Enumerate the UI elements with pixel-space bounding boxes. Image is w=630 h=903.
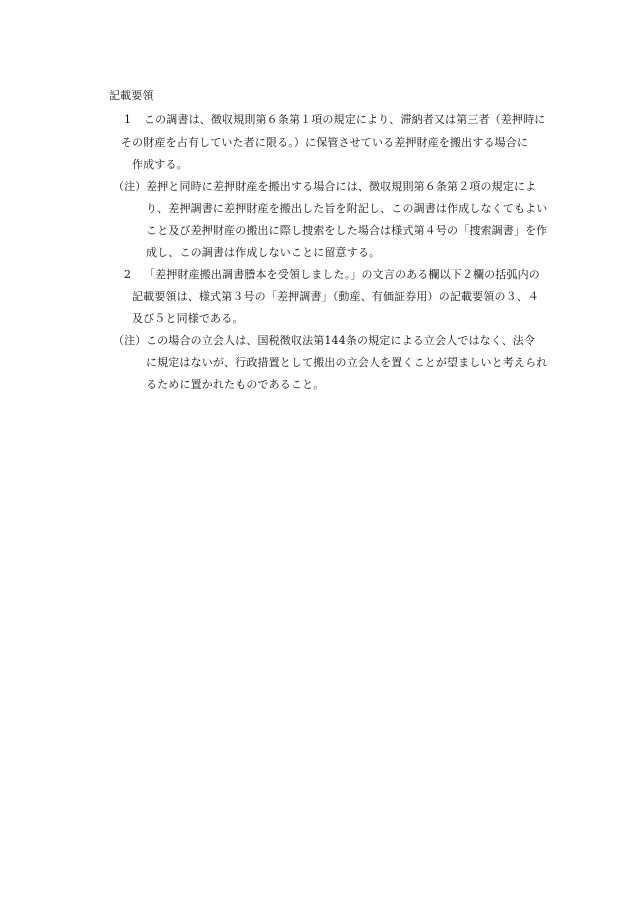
note-1-marker: （注） <box>113 180 147 193</box>
item-1-line-2: その財産を占有していた者に限る。）に保管させている差押財産を搬出する場合に <box>121 136 529 149</box>
item-2-number: 2 <box>124 268 132 281</box>
item-2-line-1: 「差押財産搬出調書謄本を受領しました。」の文言のある欄以下２欄の括弧内の <box>144 268 540 281</box>
note-1-line-2: り、差押調書に差押財産を搬出した旨を附記し、この調書は作成しなくてもよい <box>146 202 548 215</box>
item-1-number: 1 <box>124 113 132 126</box>
item-2-line-3: 及び５と同様である。 <box>132 312 244 325</box>
note-2-line-2: に規定はないが、行政措置として搬出の立会人を置くことが望ましいと考えられ <box>146 356 548 369</box>
note-1-line-1: 差押と同時に差押財産を搬出する場合には、徴収規則第６条第２項の規定によ <box>146 180 537 193</box>
note-2-marker: （注） <box>113 334 147 347</box>
note-2-line-1: この場合の立会人は、国税徴収法第144条の規定による立会人ではなく、法令 <box>146 334 536 347</box>
item-1-line-3: 作成する。 <box>132 158 188 171</box>
note-1-line-4: 成し、この調書は作成しないことに留意する。 <box>146 246 381 259</box>
item-2-line-2: 記載要領は、様式第３号の「差押調書」（動産、有価証券用）の記載要領の３、４ <box>132 290 540 303</box>
document-title: 記載要領 <box>109 89 154 102</box>
item-1-line-1: この調書は、徴収規則第６条第１項の規定により、滞納者又は第三者（差押時に <box>144 113 546 126</box>
note-2-line-3: るために置かれたものであること。 <box>146 378 325 391</box>
note-1-line-3: こと及び差押財産の搬出に際し捜索をした場合は様式第４号の「捜索調書」を作 <box>146 224 548 237</box>
